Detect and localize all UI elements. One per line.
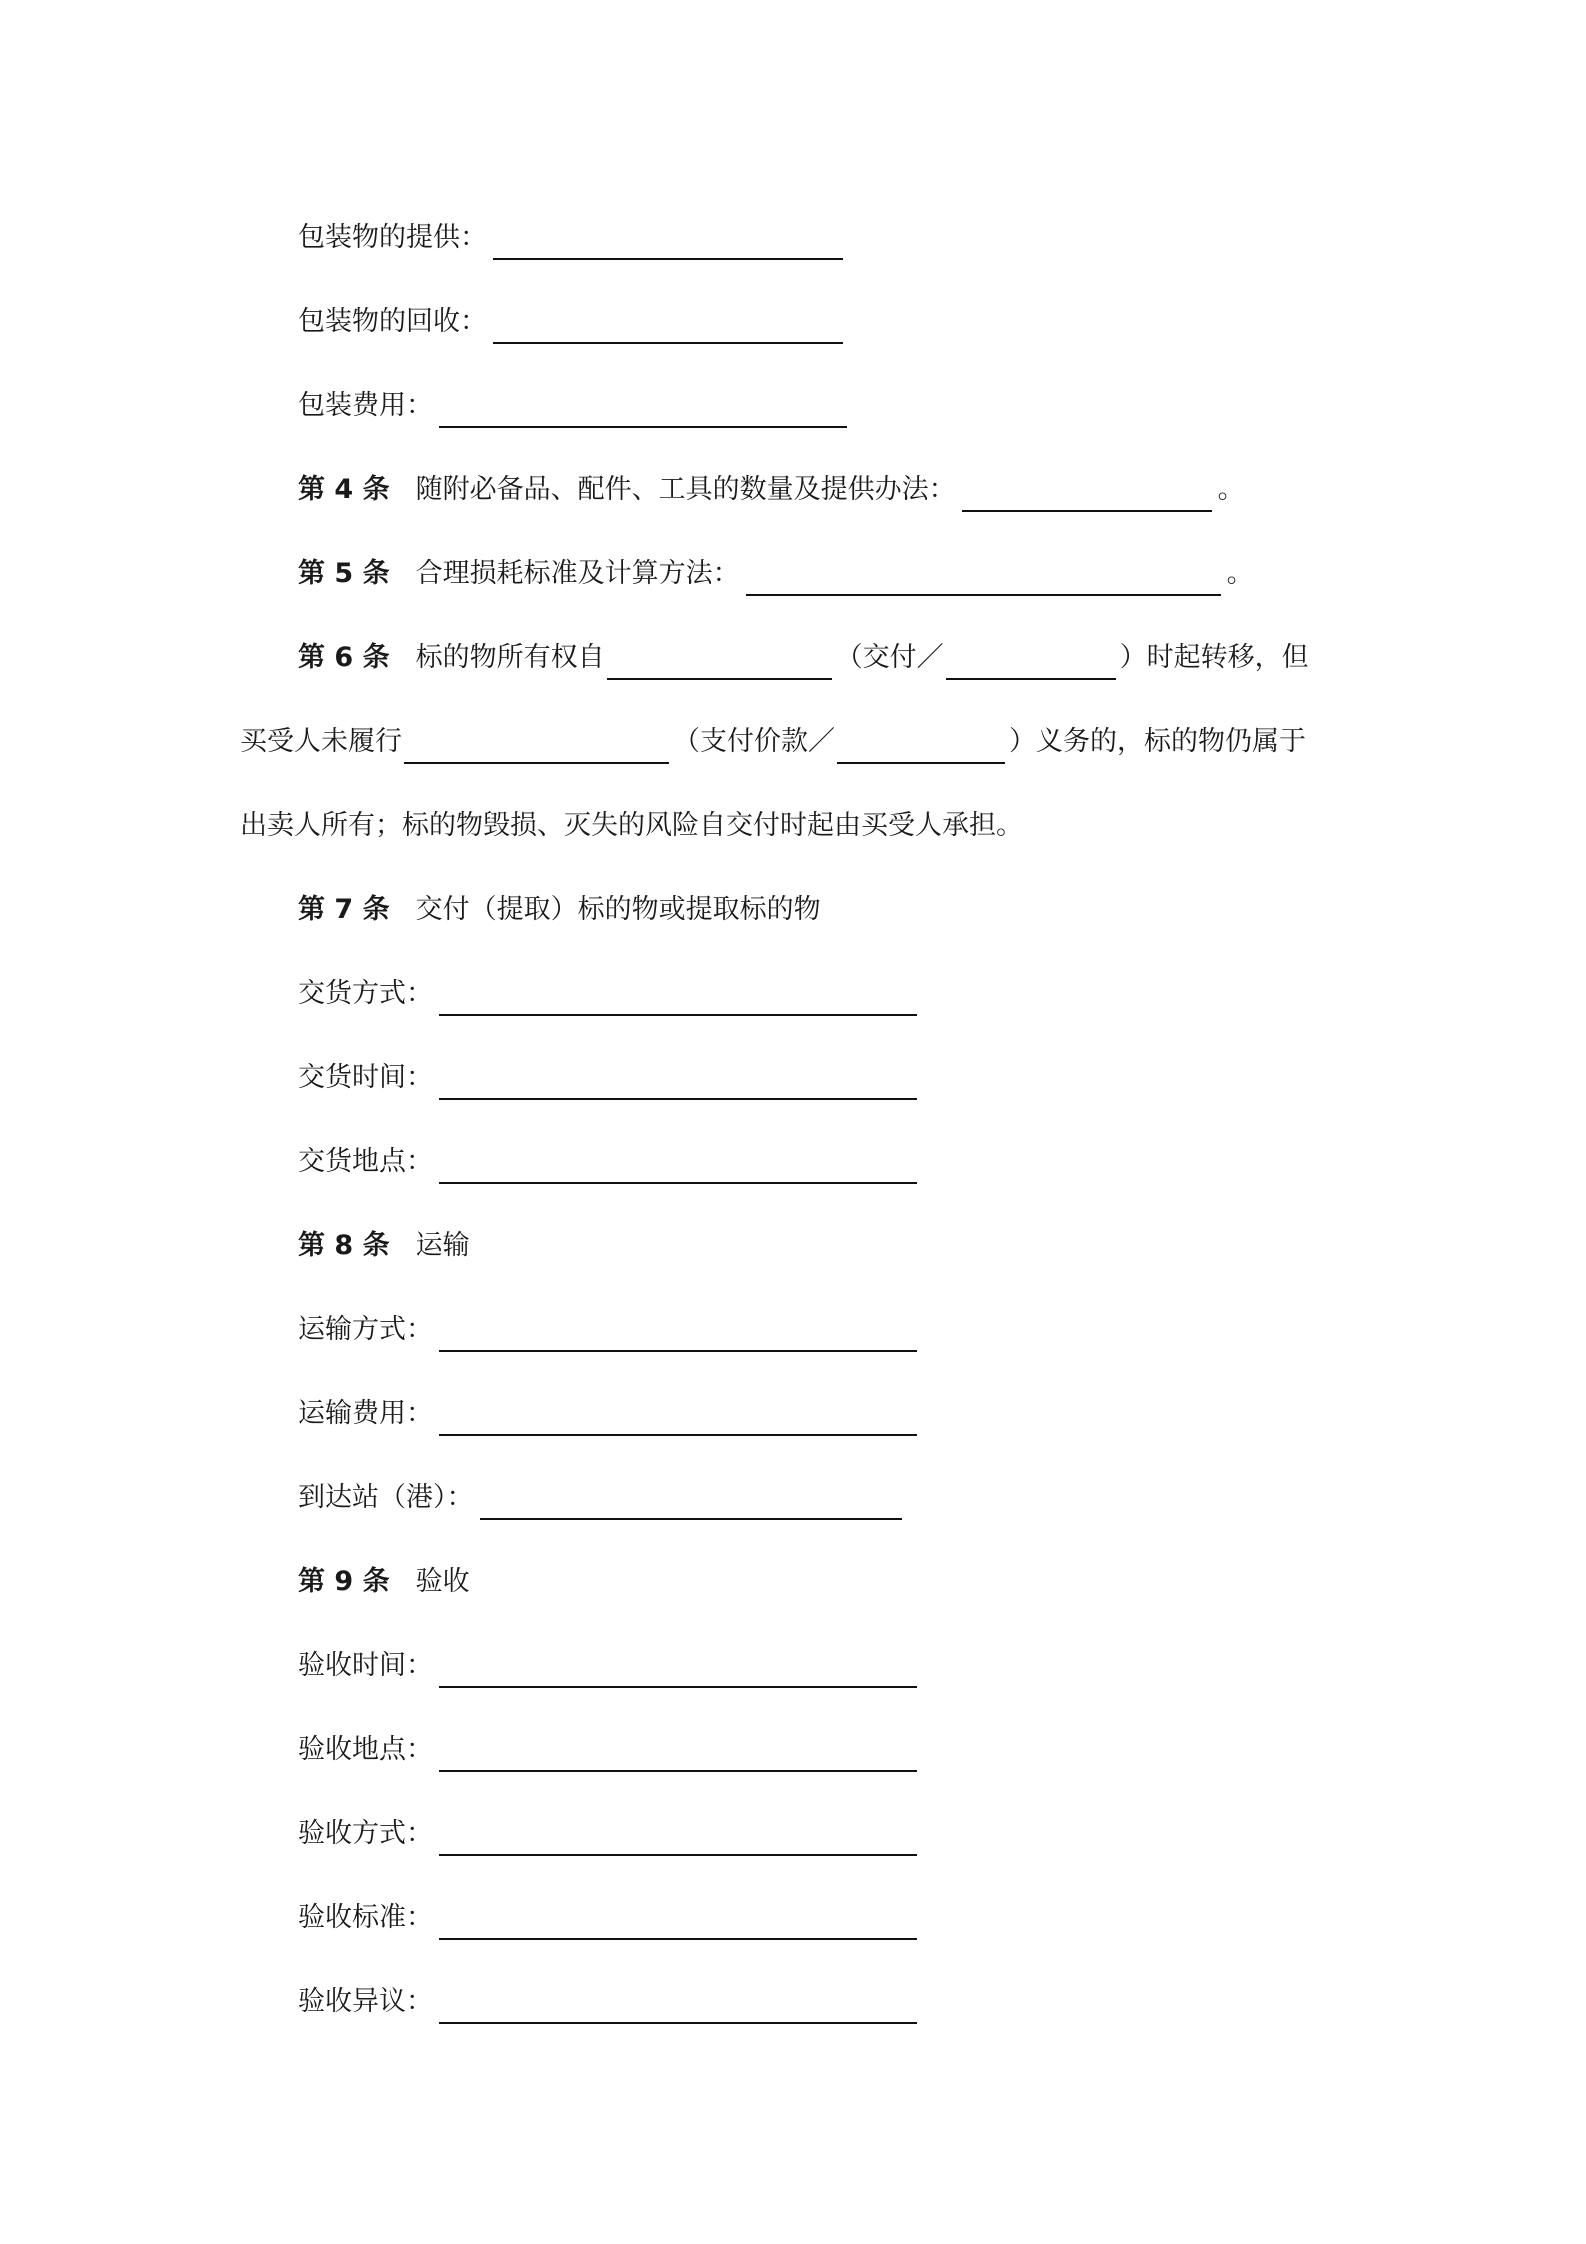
article-4-blank[interactable] (962, 474, 1212, 512)
article-6-text-d: 买受人未履行 (240, 726, 402, 757)
transport-method-row (298, 1300, 921, 1346)
article-8-title: 运输 (415, 1230, 470, 1261)
article-6-text-a: 标的物所有权自 (415, 642, 605, 673)
delivery-method-blank[interactable] (439, 978, 917, 1016)
article-6-text-f: ）义务的，标的物仍属于 (1009, 726, 1306, 757)
delivery-time-row (298, 1048, 921, 1094)
article-6-text-e: （支付价款／ (673, 726, 835, 757)
article-6-blank-4[interactable] (837, 726, 1005, 764)
packaging-recycle-label: 包装物的回收： (298, 306, 487, 337)
article-5-blank[interactable] (746, 558, 1221, 596)
transport-cost-blank[interactable] (439, 1398, 917, 1436)
acceptance-place-blank[interactable] (439, 1734, 917, 1772)
article-8-heading (298, 1216, 470, 1262)
delivery-place-blank[interactable] (439, 1146, 917, 1184)
delivery-place-label: 交货地点： (298, 1146, 433, 1177)
acceptance-time-row (298, 1636, 921, 1682)
acceptance-place-label: 验收地点： (298, 1734, 433, 1765)
delivery-time-blank[interactable] (439, 1062, 917, 1100)
article-6-line-3 (240, 796, 1023, 842)
article-9-heading (298, 1552, 470, 1598)
arrival-station-blank[interactable] (480, 1482, 902, 1520)
article-5-number: 第 5 条 (298, 558, 390, 589)
transport-method-blank[interactable] (439, 1314, 917, 1352)
arrival-station-label: 到达站（港）： (298, 1482, 474, 1513)
acceptance-objection-row (298, 1972, 921, 2018)
delivery-method-label: 交货方式： (298, 978, 433, 1009)
arrival-station-row (298, 1468, 906, 1514)
packaging-recycle-blank[interactable] (493, 306, 843, 344)
packaging-cost-label: 包装费用： (298, 390, 433, 421)
article-6-text-c: ）时起转移，但 (1119, 642, 1309, 673)
article-4-end: 。 (1217, 474, 1245, 505)
acceptance-standard-blank[interactable] (439, 1902, 917, 1940)
acceptance-standard-row (298, 1888, 921, 1934)
delivery-place-row (298, 1132, 921, 1178)
acceptance-time-blank[interactable] (439, 1650, 917, 1688)
packaging-cost-row (298, 376, 851, 422)
article-5-text: 合理损耗标准及计算方法： (415, 558, 740, 589)
article-6-line-1 (298, 628, 1309, 674)
article-6-number: 第 6 条 (298, 642, 390, 673)
packaging-provide-row (298, 208, 847, 254)
article-6-blank-3[interactable] (404, 726, 669, 764)
article-7-heading (298, 880, 821, 926)
article-6-text-g: 出卖人所有；标的物毁损、灭失的风险自交付时起由买受人承担。 (240, 810, 1023, 841)
acceptance-standard-label: 验收标准： (298, 1902, 433, 1933)
article-7-number: 第 7 条 (298, 894, 390, 925)
article-9-title: 验收 (415, 1566, 470, 1597)
packaging-provide-label: 包装物的提供： (298, 222, 487, 253)
article-4-number: 第 4 条 (298, 474, 390, 505)
article-7-title: 交付（提取）标的物或提取标的物 (415, 894, 821, 925)
transport-cost-label: 运输费用： (298, 1398, 433, 1429)
article-8-number: 第 8 条 (298, 1230, 390, 1261)
article-4-text: 随附必备品、配件、工具的数量及提供办法： (415, 474, 956, 505)
article-6-text-b: （交付／ (835, 642, 944, 673)
delivery-method-row (298, 964, 921, 1010)
transport-method-label: 运输方式： (298, 1314, 433, 1345)
delivery-time-label: 交货时间： (298, 1062, 433, 1093)
packaging-provide-blank[interactable] (493, 222, 843, 260)
acceptance-method-row (298, 1804, 921, 1850)
article-6-line-2 (240, 712, 1306, 758)
article-4 (298, 460, 1245, 506)
acceptance-method-blank[interactable] (439, 1818, 917, 1856)
article-5 (298, 544, 1254, 590)
transport-cost-row (298, 1384, 921, 1430)
acceptance-objection-label: 验收异议： (298, 1986, 433, 2017)
packaging-cost-blank[interactable] (439, 390, 847, 428)
acceptance-objection-blank[interactable] (439, 1986, 917, 2024)
packaging-recycle-row (298, 292, 847, 338)
article-5-end: 。 (1226, 558, 1254, 589)
article-6-blank-1[interactable] (607, 642, 832, 680)
article-9-number: 第 9 条 (298, 1566, 390, 1597)
article-6-blank-2[interactable] (946, 642, 1116, 680)
acceptance-method-label: 验收方式： (298, 1818, 433, 1849)
acceptance-time-label: 验收时间： (298, 1650, 433, 1681)
acceptance-place-row (298, 1720, 921, 1766)
